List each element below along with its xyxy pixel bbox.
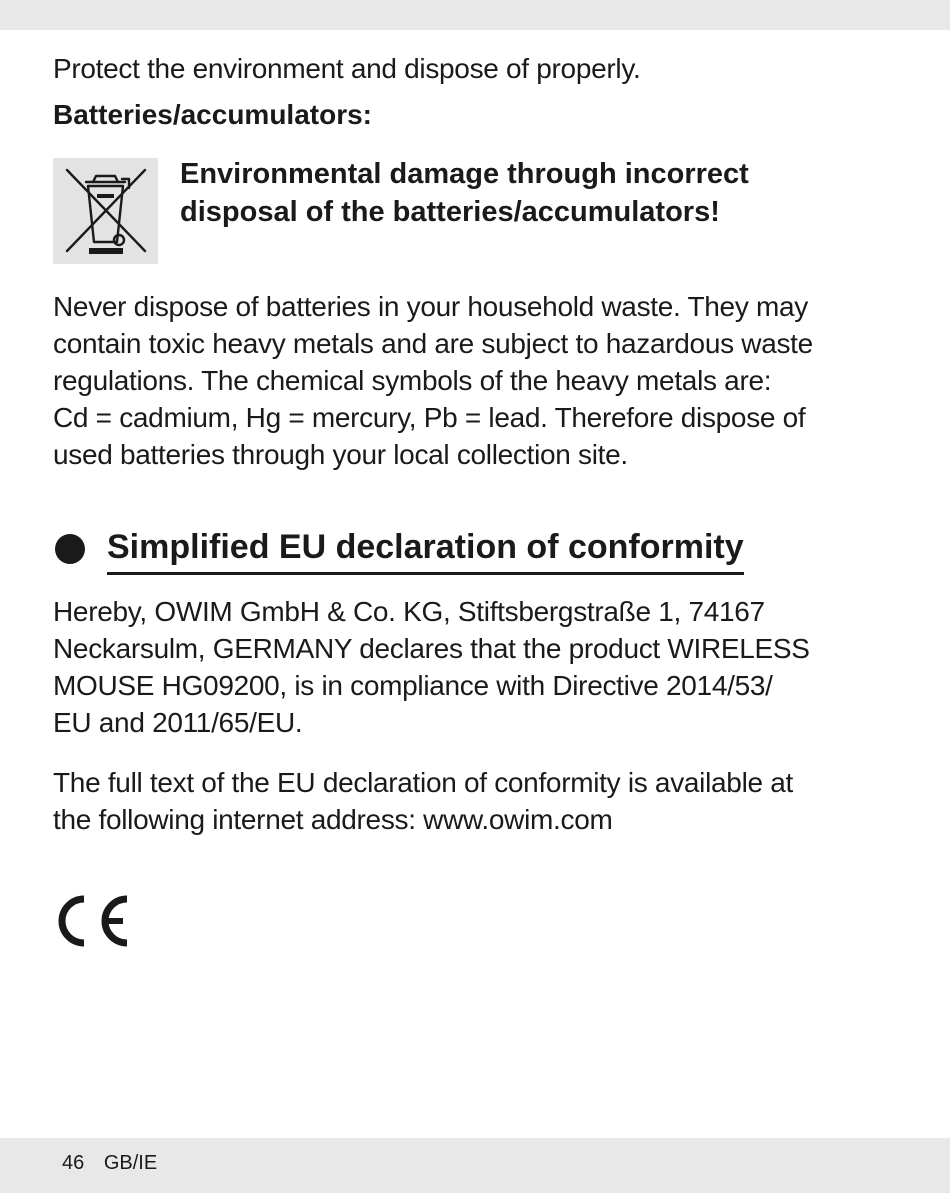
paragraph-line: MOUSE HG09200, is in compliance with Directive 2014/53/ [53,670,773,701]
warning-line: disposal of the batteries/accumulators! [180,196,720,228]
paragraph-line: Neckarsulm, GERMANY declares that the product WIRELESS [53,633,810,664]
ce-mark-icon [53,893,133,954]
paragraph-line: the following internet address: www.owim.com [53,804,613,835]
paragraph-line: used batteries through your local collection site. [53,439,628,470]
crossed-out-wheelie-bin-icon [53,158,158,264]
warning-text [180,155,749,231]
paragraph-line: Cd = cadmium, Hg = mercury, Pb = lead. Therefore dispose of [53,402,806,433]
page-number: 46 [62,1152,85,1174]
paragraph-line: The full text of the EU declaration of conformity is available at [53,767,793,798]
paragraph-line: contain toxic heavy metals and are subject to hazardous waste [53,328,813,359]
section-title: Simplified EU declaration of conformity [107,524,744,575]
paragraph-line: Never dispose of batteries in your household waste. They may [53,291,809,322]
footer [62,1152,171,1175]
declaration-paragraph [53,593,810,741]
paragraph-line: regulations. The chemical symbols of the heavy metals are: [53,365,772,396]
section-bullet-icon [55,534,85,564]
full-text-paragraph [53,764,793,838]
intro-text: Protect the environment and dispose of properly. [53,53,641,84]
top-band [0,0,950,30]
warning-line: Environmental damage through incorrect [180,158,749,190]
paragraph-line: Hereby, OWIM GmbH & Co. KG, Stiftsbergstraße 1, 74167 [53,596,765,627]
locale-label: GB/IE [103,1152,158,1174]
batteries-paragraph [53,288,813,473]
paragraph-line: EU and 2011/65/EU. [53,707,303,738]
batteries-heading: Batteries/accumulators: [53,99,373,130]
